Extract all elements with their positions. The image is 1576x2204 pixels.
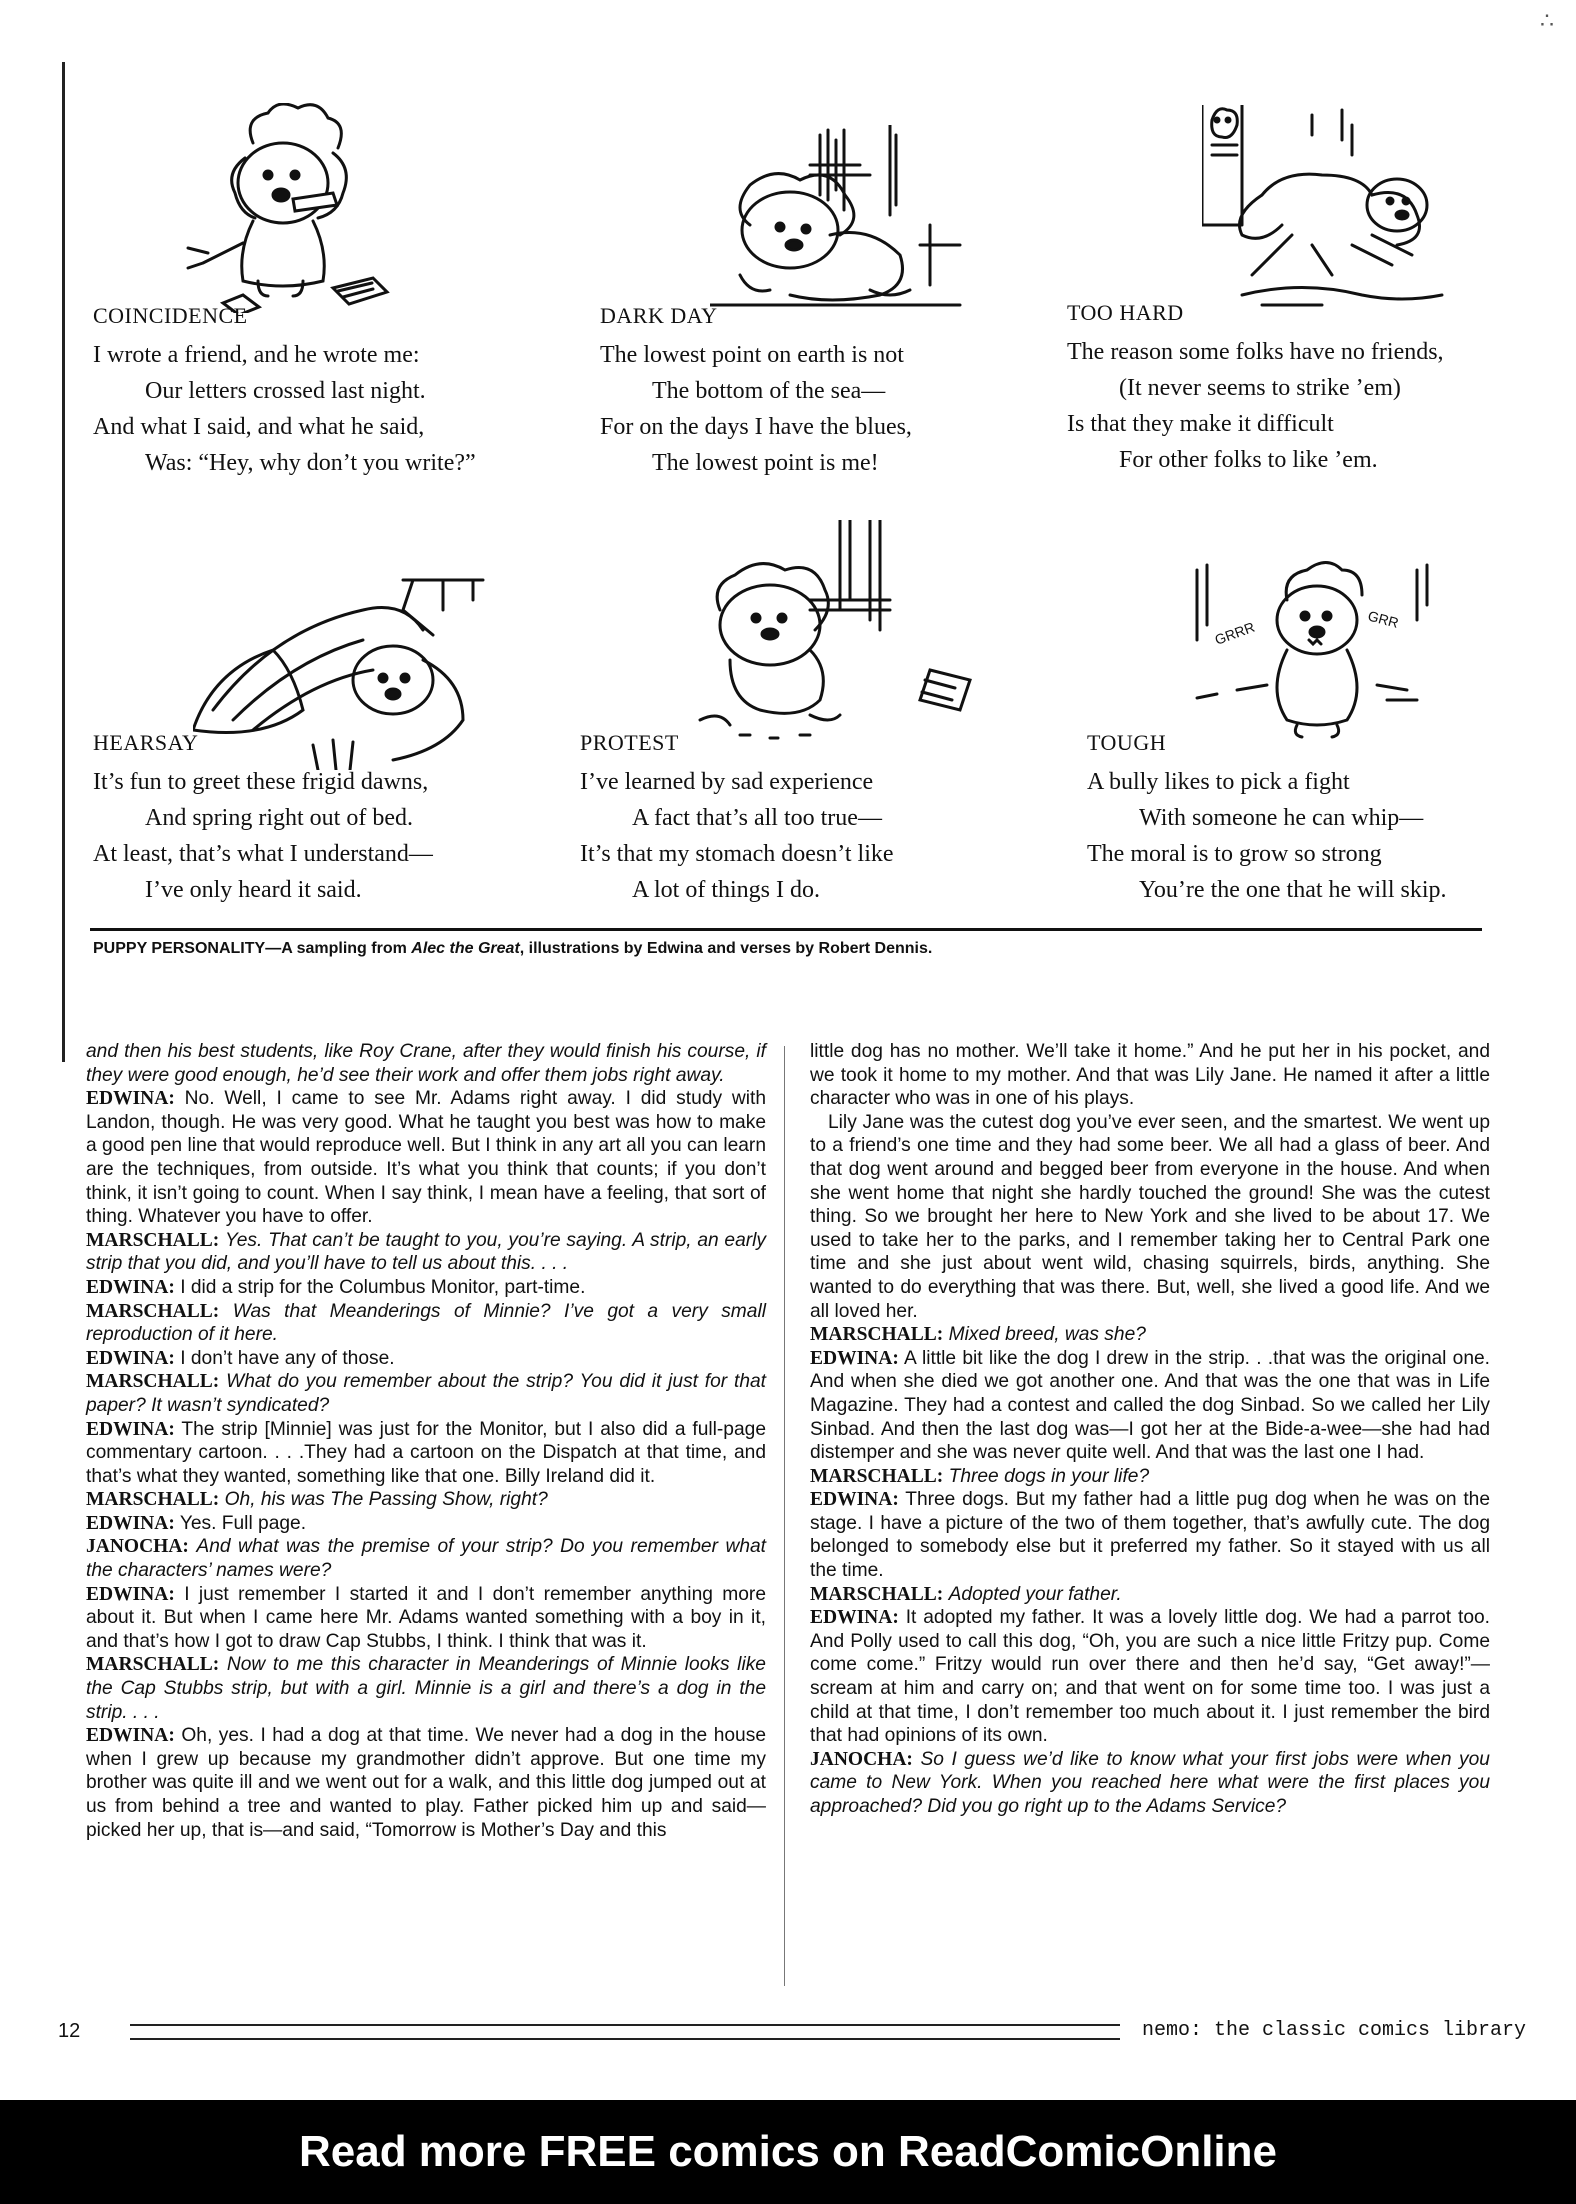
interviewer-question: Oh, his was The Passing Show, right? (224, 1489, 548, 1511)
poem-line: I wrote a friend, and he wrote me: (93, 342, 420, 368)
poem-line: The bottom of the sea— (652, 378, 886, 404)
poem-title: TOO HARD (1067, 300, 1184, 325)
poem-line: I’ve only heard it said. (145, 877, 362, 903)
interview-answer: I did a strip for the Columbus Monitor, part-time. (180, 1276, 586, 1298)
interviewer-question: So I guess we’d like to know what your first jobs were when you came to New York. When you reached here what were the first places you approached? Did you go right up to the Adams Service? (810, 1748, 1490, 1817)
poem-line: For other folks to like ’em. (1119, 447, 1378, 473)
speaker-label: MARSCHALL: (810, 1583, 944, 1605)
poem-line: I’ve learned by sad experience (580, 769, 874, 795)
interview-paragraph (86, 1653, 766, 1724)
interview-answer: I don’t have any of those. (180, 1347, 395, 1369)
interview-paragraph (86, 1488, 766, 1512)
interview-paragraph (810, 1748, 1490, 1819)
interviewer-question: Three dogs in your life? (948, 1465, 1150, 1487)
poem-line: The lowest point is me! (652, 450, 879, 476)
interview-paragraph (86, 1229, 766, 1276)
interviewer-question: and then his best students, like Roy Crane, after they would finish his course, if they were good enough, he’d see their work and offer them jobs right away. (86, 1041, 766, 1086)
interview-paragraph (810, 1040, 1490, 1111)
poem-protest (580, 730, 1060, 908)
interview-paragraph (810, 1606, 1490, 1748)
interview-paragraph (86, 1347, 766, 1371)
poem-too-hard (1067, 300, 1547, 478)
speaker-label: JANOCHA: (810, 1748, 913, 1770)
speaker-label: EDWINA: (86, 1725, 175, 1747)
interview-answer: Lily Jane was the cutest dog you’ve ever seen, and the smartest. We went up to a friend’s one time and they had some beer. We all had a glass of beer. And that dog went around and begged beer from everyone in the house. And when she went home that night she hardly touched the ground! She was the cutest thing. So we brought her here to New York and she lived to be about 17. We used to take her to the parks, and I remember taking her to Central Park one time and she just about went wild, chasing squirrels, birds, anything. She wanted to do everything that was there. But, well, she lived a good life. And we all loved her. (810, 1111, 1490, 1322)
poem-title: HEARSAY (93, 730, 199, 755)
speaker-label: EDWINA: (810, 1489, 899, 1511)
sound-effect-grrr: GRRR (1212, 618, 1257, 648)
interview-paragraph (86, 1370, 766, 1417)
speaker-label: MARSCHALL: (86, 1654, 220, 1676)
interview-paragraph (86, 1300, 766, 1347)
poem-line: Is that they make it difficult (1067, 411, 1334, 437)
interview-column-left (86, 1040, 766, 1842)
interview-paragraph (810, 1347, 1490, 1465)
interview-paragraph (86, 1276, 766, 1300)
interview-paragraph (86, 1418, 766, 1489)
growling-puppy-illustration (1177, 560, 1447, 740)
poem-line: And spring right out of bed. (145, 805, 413, 831)
caption-rule (90, 928, 1482, 931)
poem-line: The lowest point on earth is not (600, 342, 904, 368)
caption-lead: PUPPY PERSONALITY—A sampling from (93, 940, 412, 957)
speaker-label: MARSCHALL: (86, 1300, 220, 1322)
poem-line: The moral is to grow so strong (1087, 841, 1382, 867)
running-puppy-illustration (1202, 105, 1462, 320)
poem-line: A bully likes to pick a fight (1087, 769, 1350, 795)
interviewer-question: Now to me this character in Meanderings of Minnie looks like the Cap Stubbs strip, but with a girl. Minnie is a girl and there’s a dog in the strip. . . . (86, 1654, 766, 1723)
speaker-label: EDWINA: (86, 1512, 175, 1534)
sound-effect-grr: GRR (1366, 607, 1401, 631)
poem-hearsay (93, 730, 573, 908)
interview-paragraph (86, 1040, 766, 1087)
poem-tough (1087, 607, 1567, 908)
speaker-label: EDWINA: (810, 1607, 899, 1629)
speaker-label: MARSCHALL: (86, 1229, 220, 1251)
poem-dark-day (600, 303, 1080, 481)
corner-mark: ∴ (1540, 8, 1554, 33)
interview-answer: I just remember I started it and I don’t remember anything more about it. But when I came here Mr. Adams wanted something with a boy in it, and that’s how I got to draw Cap Stubbs, I think. I think that was it. (86, 1583, 766, 1652)
poem-line: Our letters crossed last night. (145, 378, 426, 404)
interviewer-question: And what was the premise of your strip? Do you remember what the characters’ names were? (86, 1536, 766, 1582)
poem-line: And what I said, and what he said, (93, 414, 425, 440)
speaker-label: EDWINA: (86, 1583, 175, 1605)
poem-line: You’re the one that he will skip. (1139, 877, 1447, 903)
interviewer-question: Adopted your father. (948, 1583, 1122, 1605)
interview-paragraph (86, 1535, 766, 1582)
interview-paragraph (86, 1724, 766, 1842)
speaker-label: JANOCHA: (86, 1536, 189, 1558)
promo-banner[interactable]: Read more FREE comics on ReadComicOnline (0, 2100, 1576, 2204)
footer-rule (130, 2024, 1120, 2040)
interviewer-question: Yes. That can’t be taught to you, you’re saying. A strip, an early strip that you did, and you’ll have to tell us about this. . . . (86, 1229, 767, 1275)
poem-line: Was: “Hey, why don’t you write?” (145, 450, 476, 476)
poem-title: COINCIDENCE (93, 303, 248, 328)
puppy-with-dish-illustration (680, 520, 980, 745)
interviewer-question: What do you remember about the strip? You did it just for that paper? It wasn’t syndicated? (86, 1371, 766, 1416)
poem-title: TOUGH (1087, 730, 1167, 755)
speaker-label: EDWINA: (810, 1347, 899, 1369)
speaker-label: MARSCHALL: (86, 1371, 220, 1393)
poem-line: (It never seems to strike ’em) (1119, 375, 1401, 401)
interview-answer: It adopted my father. It was a lovely little dog. We had a parrot too. And Polly used to call this dog, “Oh, you are such a nice little Fritzy pup. Come come come.” Fritzy would run over there and then he’d say, “Get away!”—scream at him and carry on; and that went on for some time too. I was just a child at that time, I don’t remember too much about it. I just remember the bird that had opinions of its own. (810, 1607, 1490, 1747)
interview-paragraph (810, 1583, 1490, 1607)
interviewer-question: Was that Meanderings of Minnie? I’ve got a very small reproduction of it here. (86, 1300, 766, 1346)
interview-paragraph (86, 1583, 766, 1654)
interview-answer: The strip [Minnie] was just for the Monitor, but I also did a full-page commentary cartoon. . . .They had a cartoon on the Dispatch at that time, and that’s what they wanted, something like that one. Billy Ireland did it. (86, 1418, 766, 1487)
interview-paragraph (810, 1323, 1490, 1347)
interview-paragraph (810, 1111, 1490, 1323)
speaker-label: EDWINA: (86, 1276, 175, 1298)
caption-rest: , illustrations by Edwina and verses by Robert Dennis. (519, 940, 933, 957)
interview-answer: Yes. Full page. (179, 1512, 307, 1534)
interview-paragraph (810, 1465, 1490, 1489)
page-number: 12 (58, 2020, 81, 2042)
interview-column-right (810, 1040, 1490, 1819)
speaker-label: EDWINA: (86, 1088, 175, 1110)
poem-title: DARK DAY (600, 303, 718, 328)
speaker-label: EDWINA: (86, 1347, 175, 1369)
poem-line: At least, that’s what I understand— (93, 841, 433, 867)
interview-answer: Three dogs. But my father had a little pug dog when he was on the stage. I have a picture of the two of them together, that’s awfully cute. The dog belonged to somebody else but it preferred my father. So it stayed with us all the time. (810, 1489, 1490, 1582)
interview-paragraph (86, 1512, 766, 1536)
poem-line: It’s that my stomach doesn’t like (580, 841, 894, 867)
poem-line: A lot of things I do. (632, 877, 821, 903)
speaker-label: MARSCHALL: (810, 1465, 944, 1487)
puppy-in-bed-illustration (193, 570, 503, 770)
interview-paragraph (86, 1087, 766, 1229)
page-frame-left (62, 62, 65, 1062)
sad-puppy-illustration (710, 125, 970, 325)
poem-line: The reason some folks have no friends, (1067, 339, 1444, 365)
caption-book-title: Alec the Great (411, 940, 520, 957)
poem-line: A fact that’s all too true— (632, 805, 882, 831)
poem-title: PROTEST (580, 730, 679, 755)
magazine-name: nemo: the classic comics library (1142, 2019, 1527, 2042)
column-divider (784, 1046, 785, 1986)
interview-answer: little dog has no mother. We’ll take it home.” And he put her in his pocket, and we took it home to my mother. And that was Lily Jane. He named it after a little character who was in one of his plays. (810, 1041, 1490, 1110)
interview-answer: Oh, yes. I had a dog at that time. We never had a dog in the house when I grew up because my grandmother didn’t approve. But one time my brother was quite ill and we went out for a walk, and this little dog jumped out at us from behind a tree and wanted to play. Father picked him up and said—picked her up, that is—and said, “Tomorrow is Mother’s Day and this (86, 1725, 766, 1841)
poem-line: With someone he can whip— (1139, 805, 1424, 831)
figure-caption (93, 940, 932, 958)
interview-paragraph (810, 1488, 1490, 1582)
speaker-label: MARSCHALL: (86, 1489, 220, 1511)
interview-answer: A little bit like the dog I drew in the strip. . .that was the original one. And when she died we got another one. And that was the one that was in Life Magazine. They had a contest and called the dog Sinbad. So we called her Lily Sinbad. And then the last dog was—I got her at the Bide-a-wee—she had had distemper and she was never quite well. And that was the last one I had. (810, 1347, 1490, 1464)
poem-line: For on the days I have the blues, (600, 414, 912, 440)
speaker-label: MARSCHALL: (810, 1324, 944, 1346)
interview-answer: No. Well, I came to see Mr. Adams right away. I did study with Landon, though. He was very good. What he taught you best was how to make a good pen line that would reproduce well. But I think in any art all you can learn are the techniques, from outside. It’s what you think that counts; if you don’t think, it isn’t going to count. When I say think, I mean have a feeling, that sort of thing. Whatever you have to offer. (86, 1088, 766, 1228)
poem-line: It’s fun to greet these frigid dawns, (93, 769, 429, 795)
interviewer-question: Mixed breed, was she? (948, 1324, 1146, 1346)
poem-coincidence (93, 303, 573, 481)
speaker-label: EDWINA: (86, 1418, 175, 1440)
puppy-with-letter-illustration (183, 103, 413, 313)
